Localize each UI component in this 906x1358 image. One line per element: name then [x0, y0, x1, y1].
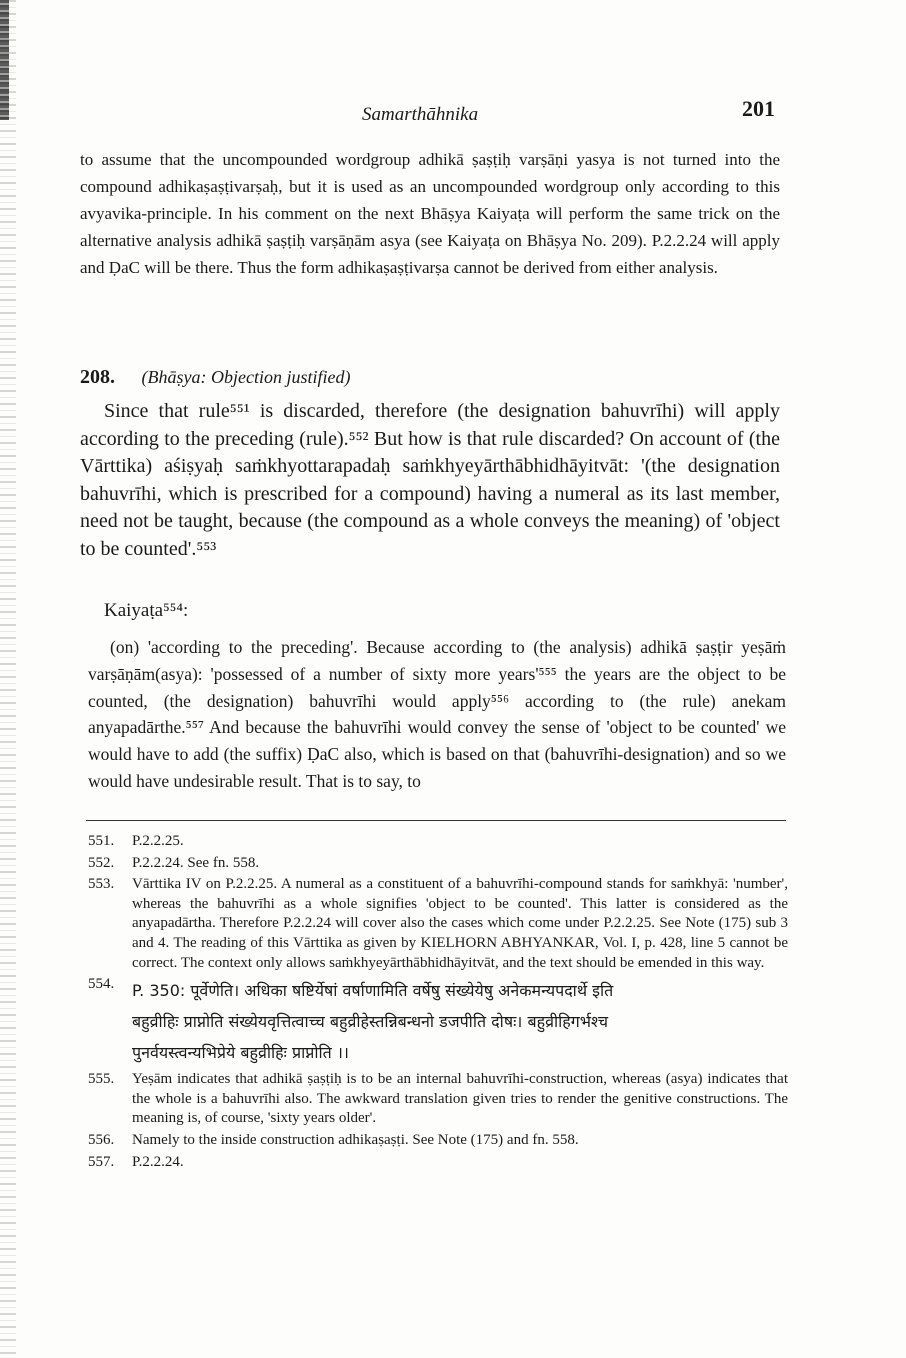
footnote-number: 551. [88, 833, 115, 849]
footnote-557 [88, 1153, 788, 1173]
binding-shadow [0, 0, 9, 120]
footnote-text: P.2.2.24. See fn. 558. [132, 854, 260, 871]
footnote-text: P.2.2.24. [132, 1153, 184, 1170]
footnote-553 [88, 875, 788, 973]
page-number: 201 [742, 96, 775, 121]
footnote-text: P.2.2.25. [132, 833, 184, 849]
sanskrit-line: P. 350: पूर्वेणेति। अधिका षष्टिर्येषां वर्षाणामिति वर्षेषु संख्येयेषु अनेकमन्यपदार्थे इति [132, 981, 614, 1001]
kaiyata-paragraph: (on) 'according to the preceding'. Because according to (the analysis) adhikā ṣaṣṭir yeṣāṁ varṣāṇām(asya): 'possessed of a number of sixty more years'⁵⁵⁵ the years are the object to be counted, (the designation) bahuvrīhi would apply⁵⁵⁶ according to (the rule) anekam anyapadārthe.⁵⁵⁷ And because the bahuvrīhi would convey the sense of 'object to be counted' we would have to add (the suffix) ḌaC also, which is based on that (bahuvrīhi-designation) and so we would have undesirable result. That is to say, to [88, 637, 786, 791]
footnote-number: 554. [88, 976, 115, 993]
section-heading [80, 366, 350, 389]
sanskrit-line: बहुव्रीहिः प्राप्नोति संख्येयवृत्तित्वाच्च बहुव्रीहेस्तन्निबन्धनो डजपीति दोषः। बहुव्रीहिगर्भश्च [132, 1012, 608, 1032]
footnote-551 [88, 832, 788, 852]
running-title: Samarthāhnika [362, 104, 479, 125]
main-paragraph: Since that rule⁵⁵¹ is discarded, therefore (the designation bahuvrīhi) will apply according to the preceding (rule).⁵⁵² But how is that rule discarded? On account of (the Vārttika) aśiṣyaḥ saṁkhyottarapadaḥ saṁkhyeyārthābhidhāyitvāt: '(the designation bahuvrīhi, which is prescribed for a compound) having a numeral as its last member, need not be taught, because (the compound as a whole conveys the meaning) of 'object to be counted'.⁵⁵³ [80, 400, 780, 560]
footnote-text: Vārttika IV on P.2.2.25. A numeral as a constituent of a bahuvrīhi-compound stands for saṁkhyā: 'number', whereas the bahuvrīhi as a whole signifies 'object to be counted'. This latter is considered as the anyapadārtha. Therefore P.2.2.24 will cover also the cases which come under P.2.2.25. See Note (175) sub 3 and 4. The reading of this Vārttika as given by KIELHORN ABHYANKAR, Vol. I, p. 428, line 5 cannot be correct. The context only allows saṁkhyeyārthābhidhāyitvāt, and the text should be emended in this way. [132, 876, 788, 971]
footnote-number: 557. [88, 1153, 115, 1170]
footnote-555 [88, 1070, 788, 1129]
footnote-number: 556. [88, 1131, 115, 1148]
footnote-text: Yeṣām indicates that adhikā ṣaṣṭiḥ is to be an internal bahuvrīhi-construction, whereas (asya) indicates that the whole is a bahuvrīhi also. The awkward translation given tries to render the genitive constructions. The meaning is, of course, 'sixty years older'. [132, 1071, 788, 1127]
footnote-number: 552. [88, 854, 115, 871]
scanned-page-edge [0, 0, 16, 1358]
footnote-556 [88, 1131, 788, 1151]
footnote-552 [88, 854, 788, 874]
footnote-554 [88, 975, 788, 1068]
footnotes-list [88, 832, 788, 1174]
footnote-number: 555. [88, 1071, 115, 1088]
footnote-text: Namely to the inside construction adhikaṣaṣṭi. See Note (175) and fn. 558. [132, 1131, 579, 1148]
section-number: 208. [80, 366, 115, 388]
footnote-separator [86, 820, 786, 821]
section-title: (Bhāṣya: Objection justified) [141, 367, 351, 387]
footnote-sanskrit-quote [132, 975, 788, 1068]
kaiyata-label: Kaiyaṭa⁵⁵⁴: [104, 600, 189, 621]
intro-paragraph: to assume that the uncompounded wordgroup adhikā ṣaṣṭiḥ varṣāṇi yasya is not turned into the compound adhikaṣaṣṭivarṣaḥ, but it is used as an uncompounded wordgroup only according to this avyavika-principle. In his comment on the next Bhāṣya Kaiyaṭa will perform the same trick on the alternative analysis adhikā ṣaṣṭiḥ varṣāṇām asya (see Kaiyaṭa on Bhāṣya No. 209). P.2.2.24 will apply and ḌaC will be there. Thus the form adhikaṣaṣṭivarṣa cannot be derived from either analysis. [80, 150, 780, 277]
sanskrit-line: पुनर्वयस्त्वन्यभिप्रेये बहुव्रीहिः प्राप्नोति ।। [132, 1043, 349, 1063]
footnote-number: 553. [88, 876, 115, 893]
